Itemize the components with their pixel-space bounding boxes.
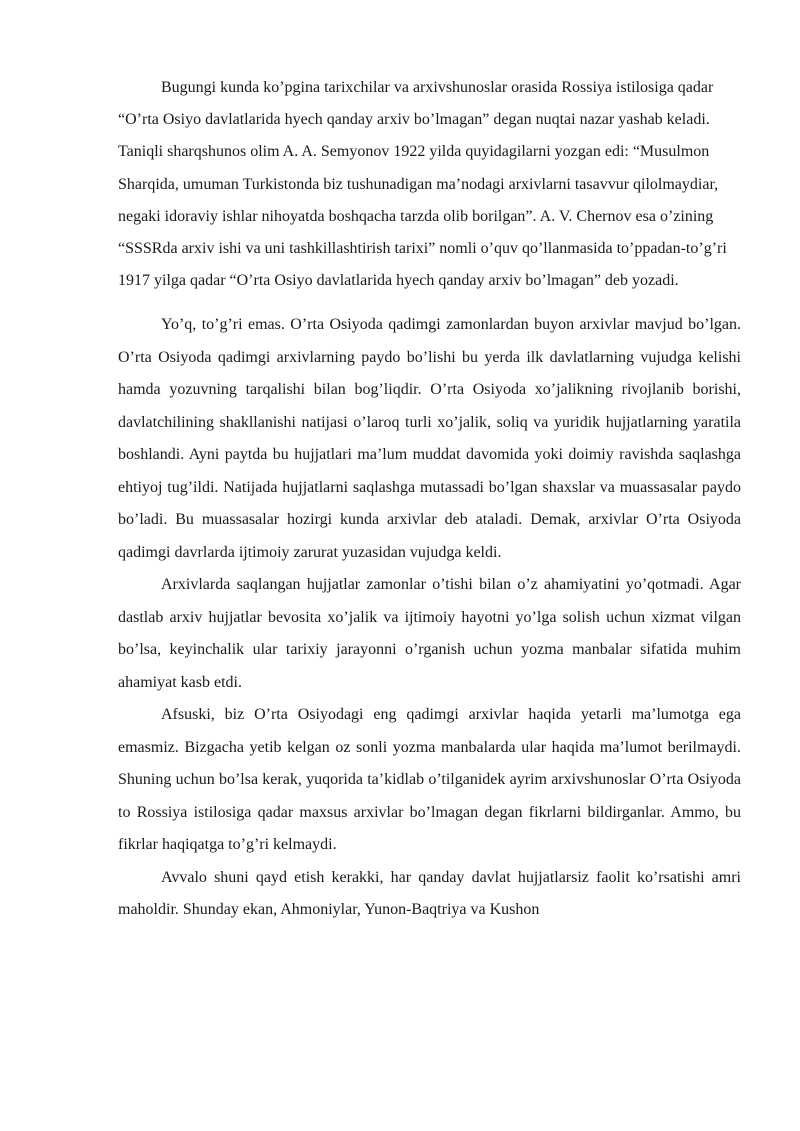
paragraph-1: Bugungi kunda ko’pgina tarixchilar va arxivshunoslar orasida Rossiya istilosiga qadar “O’rta Osiyo davlatlarida hyech qanday arxiv bo’lmagan” degan nuqtai nazar yashab keladi. Taniqli sharqshunos olim A. A. Semyonov 1922 yilda quyidagilarni yozgan edi: “Musulmon Sharqida, umuman Turkistonda biz tushunadigan ma’nodagi arxivlarni tasavvur qilolmaydiar, negaki idoraviy ishlar nihoyatda boshqacha tarzda olib borilgan”. A. V. Chernov esa o’zining “SSSRda arxiv ishi va uni tashkillashtirish tarixi” nomli o’quv qo’llanmasida to’ppadan-to’g’ri 1917 yilga qadar “O’rta Osiyo davlatlarida hyech qanday arxiv bo’lmagan” deb yozadi. bbox=[118, 79, 727, 290]
paragraph-2: Yo’q, to’g’ri emas. O’rta Osiyoda qadimgi zamonlardan buyon arxivlar mavjud bo’lgan. O’rta Osiyoda qadimgi arxivlarning paydo bo’lishi bu yerda ilk davlatlarning vujudga kelishi hamda yozuvning tarqalishi bilan bog’liqdir. O’rta Osiyoda xo’jalikning rivojlanib borishi, davlatchilining shakllanishi natijasi o’laroq turli xo’jalik, soliq va yuridik hujjatlarning yaratila boshlandi. Ayni paytda bu hujjatlari ma’lum muddat davomida yoki doimiy ravishda saqlashga ehtiyoj tug’ildi. Natijada hujjatlarni saqlashga mutassadi bo’lgan shaxslar va muassasalar paydo bo’ladi. Bu muassasalar hozirgi kunda arxivlar deb ataladi. Demak, arxivlar O’rta Osiyoda qadimgi davrlarda ijtimoiy zarurat yuzasidan vujudga keldi. bbox=[118, 316, 741, 561]
paragraph-5: Avvalo shuni qayd etish kerakki, har qanday davlat hujjatlarsiz faolit ko’rsatishi amri maholdir. Shunday ekan, Ahmoniylar, Yunon-Baqtriya va Kushon bbox=[118, 868, 741, 919]
paragraph-4: Afsuski, biz O’rta Osiyodagi eng qadimgi arxivlar haqida yetarli ma’lumotga ega emasmiz. Bizgacha yetib kelgan oz sonli yozma manbalarda ular haqida ma’lumot berilmaydi. Shuning uchun bo’lsa kerak, yuqorida ta’kidlab o’tilganidek ayrim arxivshunoslar O’rta Osiyoda to Rossiya istilosiga qadar maxsus arxivlar bo’lmagan degan fikrlarni bildirganlar. Ammo, bu fikrlar haqiqatga to’g’ri kelmaydi. bbox=[118, 706, 741, 854]
paragraph-3: Arxivlarda saqlangan hujjatlar zamonlar o’tishi bilan o’z ahamiyatini yo’qotmadi. Agar dastlab arxiv hujjatlar bevosita xo’jalik va ijtimoiy hayotni yo’lga solish uchun xizmat vilgan bo’lsa, keyinchalik ular tarixiy jarayonni o’rganish uchun yozma manbalar sifatida muhim ahamiyat kasb etdi. bbox=[118, 576, 741, 691]
document-page bbox=[118, 72, 741, 927]
